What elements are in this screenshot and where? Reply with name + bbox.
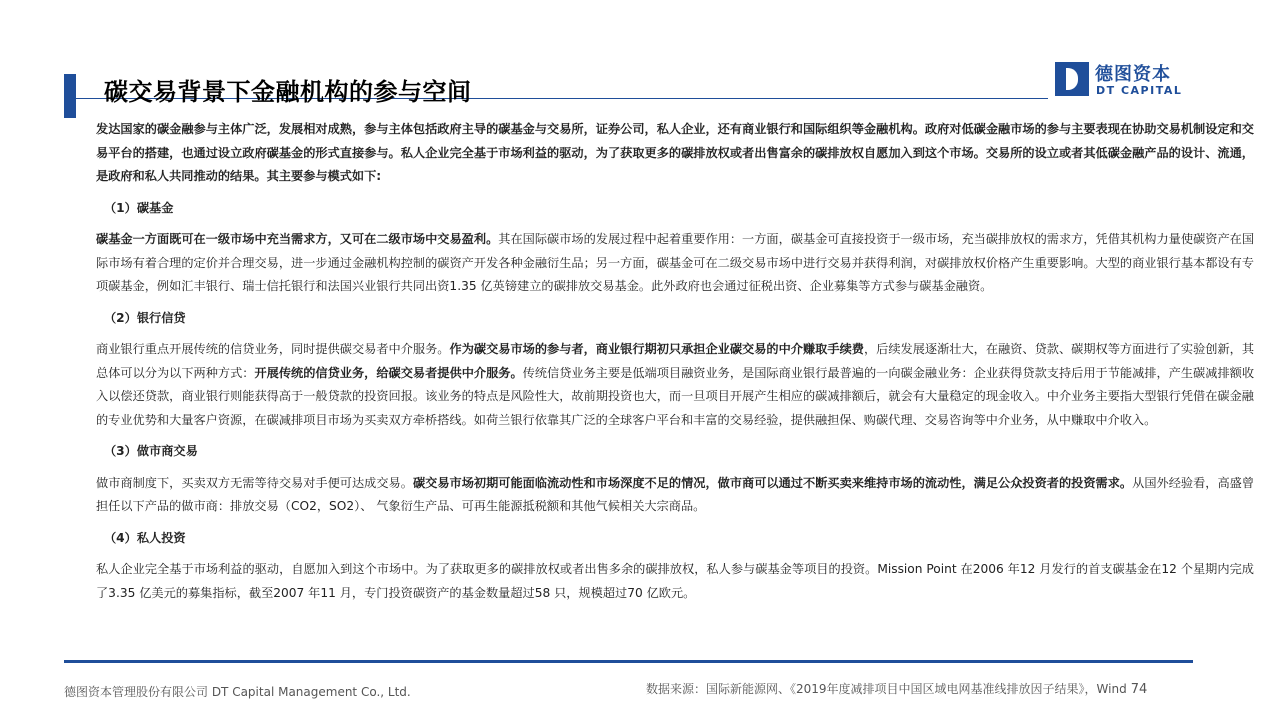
body-content — [96, 118, 1254, 613]
bank-credit-text-3: 传统信贷业务主要是低端项目融资业务，是国际商业银行最普遍的一向碳金融业务：企业获得贷款支持后用于节能减排，产生碳减排额收入以偿还贷款，商业银行则能获得高于一般贷款的投资回报。该业务的特点是风险性大，故前期投资也大，而一旦项目开展产生相应的碳减排额后，就会有大量稳定的现金收入。中介业务主要指大型银行凭借在碳金融的专业优势和大量客户资源，在碳减排项目市场为买卖双方牵桥搭线。如荷兰银行依靠其广泛的全球客户平台和丰富的交易经验，提供融担保、购碳代理、交易咨询等中介业务，从中赚取中介收入。 — [96, 365, 1255, 427]
section-heading-carbon-fund: （1）碳基金 — [104, 200, 174, 215]
bank-credit-bold-2: 开展传统的信贷业务，给碳交易者提供中介服务。 — [254, 365, 523, 380]
carbon-fund-text: 其在国际碳市场的发展过程中起着重要作用：一方面，碳基金可直接投资于一级市场，充当碳排放权的需求方，凭借其机构力量使碳资产在国际市场有着合理的定价并合理交易，进一步通过金融机构控制的碳资产开发各种金融衍生品；另一方面，碳基金可在二级交易市场中进行交易并获得利润，对碳排放权价格产生重要影响。大型的商业银行基本都设有专项碳基金，例如汇丰银行、瑞士信托银行和法国兴业银行共同出资1.35 亿英镑建立的碳排放交易基金。此外政府也会通过征税出资、企业募集等方式参与碳基金融资。 — [96, 232, 1255, 293]
company-logo — [1055, 60, 1185, 100]
market-maker-bold: 碳交易市场初期可能面临流动性和市场深度不足的情况，做市商可以通过不断买卖来维持市场的流动性，满足公众投资者的投资需求。 — [412, 475, 1133, 490]
carbon-fund-bold: 碳基金一方面既可在一级市场中充当需求方，又可在二级市场中交易盈利。 — [96, 232, 499, 246]
private-investment-text: 私人企业完全基于市场利益的驱动，自愿加入到这个市场中。为了获取更多的碳排放权或者出售多余的碳排放权，私人参与碳基金等项目的投资。Mission Point 在2006 年12 月发行的首支碳基金在12 个星期内完成了3.35 亿美元的募集指标，截至2007 年11 月，专门投资碳资产的基金数量超过58 只，规模超过70 亿欧元。 — [96, 562, 1254, 600]
page-title: 碳交易背景下金融机构的参与空间 — [104, 78, 472, 106]
footer-divider — [64, 660, 1193, 663]
section-heading-bank-credit: （2）银行信贷 — [104, 310, 186, 325]
market-maker-text-2: 从国外经验看，高盛曾担任以下产品的做市商：排放交易（CO2，SO2）、 气象衍生产品、可再生能源抵税额和其他气候相关大宗商品。 — [96, 475, 1255, 513]
footer-company: 德图资本管理股份有限公司 DT Capital Management Co., Ltd. — [64, 685, 411, 699]
section-heading-private-investment: （4）私人投资 — [104, 530, 186, 545]
footer-source: 数据来源：国际新能源网、《2019年度减排项目中国区域电网基准线排放因子结果》，Wind — [646, 682, 1127, 696]
footer-source-line — [646, 680, 1147, 697]
private-investment-paragraph — [96, 558, 1254, 605]
logo-english-name: DT CAPITAL — [1096, 84, 1183, 97]
title-accent-bar — [64, 74, 76, 118]
carbon-fund-paragraph — [96, 228, 1254, 299]
market-maker-text-1: 做市商制度下，买卖双方无需等待交易对手便可达成交易。 — [96, 475, 413, 490]
bank-credit-text-1: 商业银行重点开展传统的信贷业务，同时提供碳交易者中介服务。 — [96, 342, 450, 356]
bank-credit-paragraph — [96, 338, 1254, 432]
page-number: 74 — [1130, 682, 1148, 697]
logo-d-icon — [1055, 62, 1089, 96]
logo-chinese-name: 德图资本 — [1095, 64, 1171, 85]
bank-credit-text-2: ，后续发展逐渐壮大，在融资、贷款、碳期权等方面进行了实验创新，其总体可以分为以下两种方式： — [96, 342, 1255, 380]
bank-credit-bold-1: 作为碳交易市场的参与者，商业银行期初只承担企业碳交易的中介赚取手续费 — [449, 342, 864, 356]
market-maker-paragraph — [96, 472, 1254, 519]
intro-text: 发达国家的碳金融参与主体广泛，发展相对成熟，参与主体包括政府主导的碳基金与交易所，证券公司，私人企业，还有商业银行和国际组织等金融机构。政府对低碳金融市场的参与主要表现在协助交易机制设定和交易平台的搭建，也通过设立政府碳基金的形式直接参与。私人企业完全基于市场利益的驱动，为了获取更多的碳排放权或者出售富余的碳排放权自愿加入到这个市场。交易所的设立或者其低碳金融产品的设计、流通，是政府和私人共同推动的结果。其主要参与模式如下: — [96, 122, 1254, 183]
section-heading-market-maker: （3）做市商交易 — [104, 444, 198, 458]
intro-paragraph — [96, 118, 1254, 189]
